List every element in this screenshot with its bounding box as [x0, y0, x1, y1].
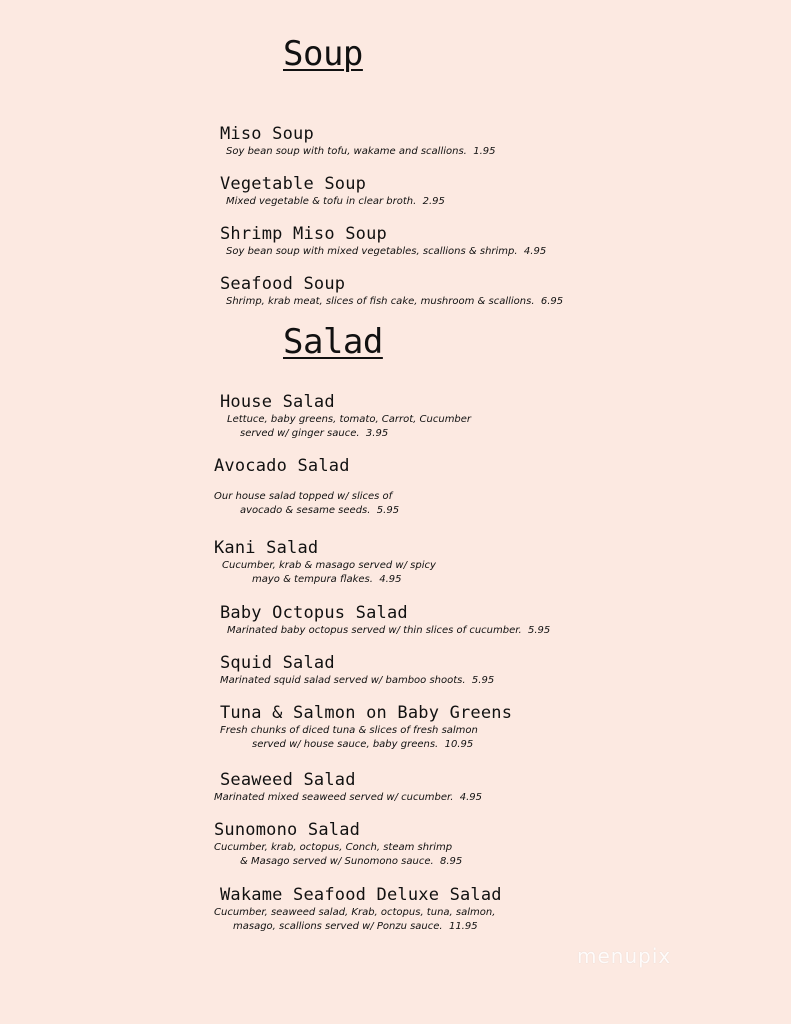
item-description-line-1: Cucumber, seaweed salad, Krab, octopus, tuna, salmon, — [214, 907, 496, 918]
item-description-line-2: served w/ ginger sauce. 3.95 — [240, 428, 389, 439]
item-description: Shrimp, krab meat, slices of fish cake, mushroom & scallions. 6.95 — [226, 296, 564, 307]
item-name: Seaweed Salad — [220, 770, 356, 790]
menu-item-baby-octopus-salad — [220, 603, 550, 638]
menu-item-avocado-salad — [214, 456, 399, 518]
item-description: Marinated mixed seaweed served w/ cucumber. 4.95 — [214, 792, 483, 803]
menu-item-seaweed-salad — [214, 770, 482, 805]
menu-item-wakame-seafood-deluxe-salad — [214, 885, 502, 934]
item-description-line-1: Our house salad topped w/ slices of — [214, 491, 393, 502]
salad-heading: Salad — [283, 322, 383, 362]
watermark-logo: menupix — [577, 944, 672, 968]
item-name: Seafood Soup — [220, 274, 346, 294]
item-name: Shrimp Miso Soup — [220, 224, 387, 244]
menu-item-miso-soup — [220, 124, 495, 159]
item-name: Vegetable Soup — [220, 174, 367, 194]
item-description: Soy bean soup with mixed vegetables, scallions & shrimp. 4.95 — [226, 246, 547, 257]
item-name: Miso Soup — [220, 124, 314, 144]
menu-item-kani-salad — [214, 538, 436, 587]
menu-item-house-salad — [220, 392, 471, 441]
menu-item-vegetable-soup — [220, 174, 445, 209]
item-name: Squid Salad — [220, 653, 335, 673]
menu-item-squid-salad — [220, 653, 494, 688]
menu-item-tuna-salmon-baby-greens — [220, 703, 512, 752]
item-name: House Salad — [220, 392, 335, 412]
soup-heading: Soup — [283, 34, 363, 74]
menu-item-seafood-soup — [220, 274, 563, 309]
item-description-line-2: & Masago served w/ Sunomono sauce. 8.95 — [240, 856, 463, 867]
item-name: Sunomono Salad — [214, 820, 361, 840]
item-description-line-1: Lettuce, baby greens, tomato, Carrot, Cucumber — [227, 414, 472, 425]
item-description: Mixed vegetable & tofu in clear broth. 2.95 — [226, 196, 445, 207]
item-name: Baby Octopus Salad — [220, 603, 408, 623]
item-name: Wakame Seafood Deluxe Salad — [220, 885, 502, 905]
item-description: Marinated baby octopus served w/ thin slices of cucumber. 5.95 — [227, 625, 551, 636]
item-description-line-1: Cucumber, krab, octopus, Conch, steam shrimp — [214, 842, 453, 853]
item-name: Tuna & Salmon on Baby Greens — [220, 703, 513, 723]
item-description-line-2: masago, scallions served w/ Ponzu sauce. 11.95 — [233, 921, 478, 932]
item-description-line-1: Fresh chunks of diced tuna & slices of fresh salmon — [220, 725, 478, 736]
item-name: Kani Salad — [214, 538, 319, 558]
item-description-line-2: served w/ house sauce, baby greens. 10.95 — [252, 739, 474, 750]
item-description-line-2: avocado & sesame seeds. 5.95 — [240, 505, 400, 516]
menu-item-sunomono-salad — [214, 820, 462, 869]
item-description: Soy bean soup with tofu, wakame and scallions. 1.95 — [226, 146, 496, 157]
item-description-line-2: mayo & tempura flakes. 4.95 — [252, 574, 402, 585]
item-name: Avocado Salad — [214, 456, 350, 476]
menu-item-shrimp-miso-soup — [220, 224, 546, 259]
item-description-line-1: Cucumber, krab & masago served w/ spicy — [222, 560, 436, 571]
item-description: Marinated squid salad served w/ bamboo shoots. 5.95 — [220, 675, 495, 686]
